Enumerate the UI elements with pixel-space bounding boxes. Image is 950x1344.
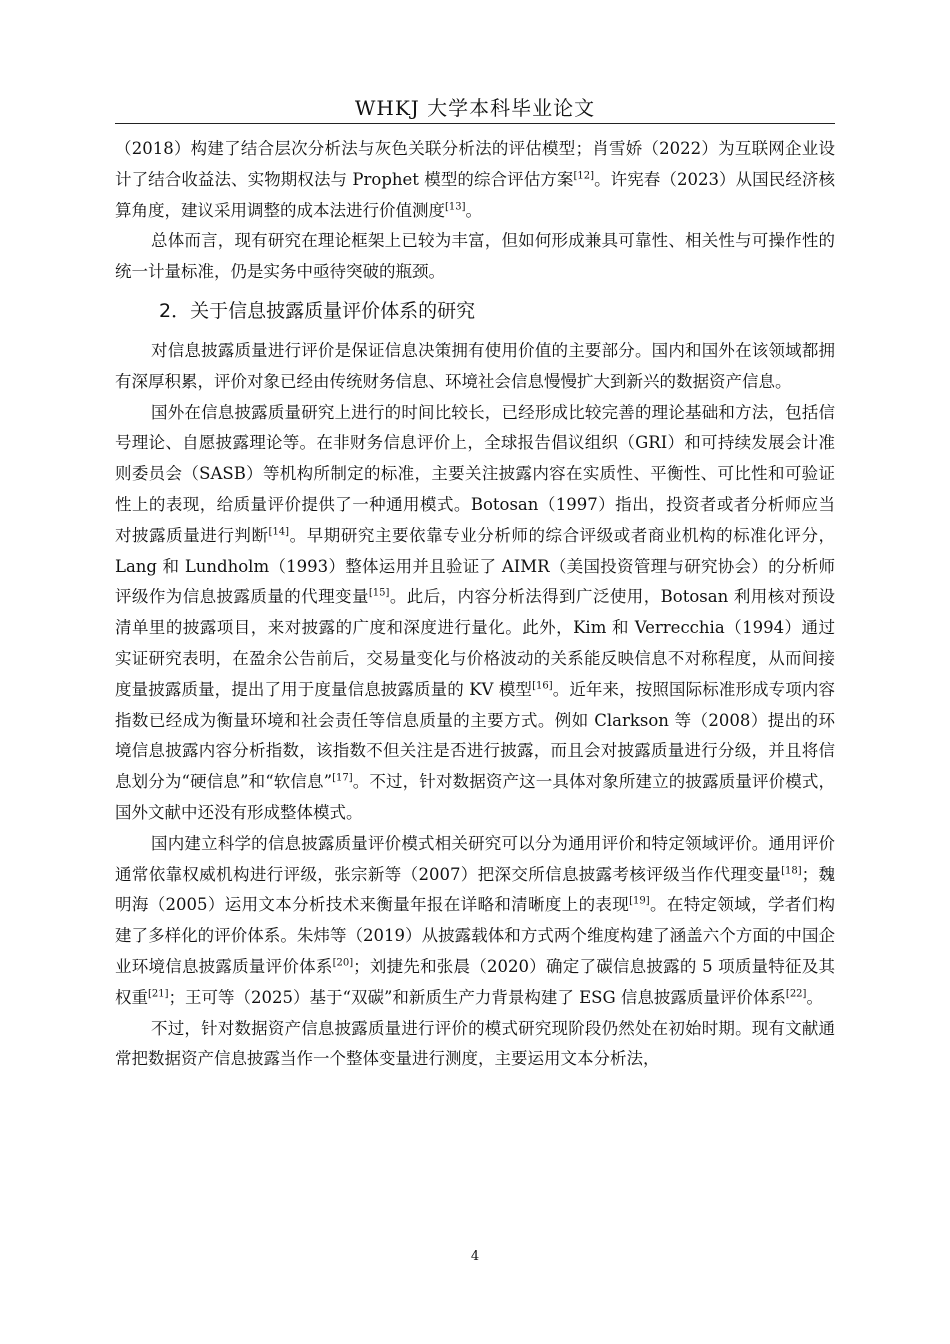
citation-ref: [22]: [785, 988, 807, 1000]
header-rule: [115, 123, 835, 124]
paragraph: [115, 1014, 835, 1076]
citation-ref: [21]: [148, 988, 169, 1000]
text-run: ；魏明海（2005）运用文本分析技术来衡量年报在详略和清晰度上的表现: [115, 864, 835, 915]
paragraph: [115, 134, 835, 226]
citation-ref: [19]: [629, 895, 650, 907]
text-run: 。不过，针对数据资产这一具体对象所建立的披露质量评价模式，国外文献中还没有形成整体模式。: [115, 772, 835, 822]
citation-ref: [16]: [532, 680, 553, 692]
text-run: 总体而言，现有研究在理论框架上已较为丰富，但如何形成兼具可靠性、相关性与可操作性的统一计量标准，仍是实务中亟待突破的瓶颈。: [115, 231, 835, 282]
text-run: 国外在信息披露质量研究上进行的时间比较长，已经形成比较完善的理论基础和方法，包括信号理论、自愿披露理论等。在非财务信息评价上，全球报告倡议组织（GRI）和可持续发展会计准则委员会（SASB）等机构所制定的标准，主要关注披露内容在实质性、平衡性、可比性和可验证性上的表现，给质量评价提供了一种通用模式。Botosan（1997）指出，投资者或者分析师应当对披露质量进行判断: [115, 402, 835, 545]
text-run: 对信息披露质量进行评价是保证信息决策拥有使用价值的主要部分。国内和国外在该领域都拥有深厚积累，评价对象已经由传统财务信息、环境社会信息慢慢扩大到新兴的数据资产信息。: [115, 340, 835, 391]
text-run: 。: [465, 200, 483, 220]
text-run: 。: [806, 987, 823, 1007]
citation-ref: [18]: [781, 865, 802, 877]
paragraph: [115, 336, 835, 398]
paragraph: [115, 226, 835, 288]
citation-ref: [20]: [332, 957, 354, 969]
paragraph: [115, 398, 835, 829]
text-run: ；王可等（2025）基于“双碳”和新质生产力背景构建了 ESG 信息披露质量评价体系: [168, 987, 786, 1007]
citation-ref: [15]: [368, 587, 390, 599]
text-run: 。许宪春（2023）从国民经济核算角度，建议采用调整的成本法进行价值测度: [115, 169, 835, 220]
section-heading: 2．关于信息披露质量评价体系的研究: [159, 299, 476, 322]
citation-ref: [13]: [445, 201, 466, 213]
paragraph: [115, 829, 835, 1014]
page-number: 4: [470, 1249, 480, 1264]
citation-ref: [14]: [268, 526, 290, 538]
text-run: 国内建立科学的信息披露质量评价模式相关研究可以分为通用评价和特定领域评价。通用评价通常依靠权威机构进行评级，张宗新等（2007）把深交所信息披露考核评级当作代理变量: [115, 833, 835, 884]
citation-ref: [12]: [573, 170, 594, 182]
page-header-title: WHKJ 大学本科毕业论文: [354, 96, 596, 120]
body-text: [115, 134, 835, 1075]
text-run: 。近年来，按照国际标准形成专项内容指数已经成为衡量环境和社会责任等信息质量的主要方式。例如 Clarkson 等（2008）提出的环境信息披露内容分析指数，该指数不但关注是否进行披露，而且会对披露质量进行分级，并且将信息划分为“硬信息”和“软信息”: [115, 679, 836, 792]
text-run: 。在特定领域，学者们构建了多样化的评价体系。朱炜等（2019）从披露载体和方式两个维度构建了涵盖六个方面的中国企业环境信息披露质量评价体系: [115, 895, 835, 976]
text-run: ；刘捷先和张晨（2020）确定了碳信息披露的 5 项质量特征及其权重: [115, 956, 836, 1007]
text-run: （2018）构建了结合层次分析法与灰色关联分析法的评估模型；肖雪娇（2022）为互联网企业设计了结合收益法、实物期权法与 Prophet 模型的综合评估方案: [115, 139, 835, 189]
text-run: 。早期研究主要依靠专业分析师的综合评级或者商业机构的标准化评分，Lang 和 Lundholm（1993）整体运用并且验证了 AIMR（美国投资管理与研究协会）的分析师评级作为信息披露质量的代理变量: [115, 525, 836, 607]
text-run: 不过，针对数据资产信息披露质量进行评价的模式研究现阶段仍然处在初始时期。现有文献通常把数据资产信息披露当作一个整体变量进行测度，主要运用文本分析法，: [115, 1018, 835, 1069]
citation-ref: [17]: [332, 772, 353, 784]
text-run: 。此后，内容分析法得到广泛使用，Botosan 利用核对预设清单里的披露项目，来对披露的广度和深度进行量化。此外，Kim 和 Verrecchia（1994）通过实证研究表明，在盈余公告前后，交易量变化与价格波动的关系能反映信息不对称程度，从而间接度量披露质量，提出了用于度量信息披露质量的 KV 模型: [115, 587, 836, 699]
